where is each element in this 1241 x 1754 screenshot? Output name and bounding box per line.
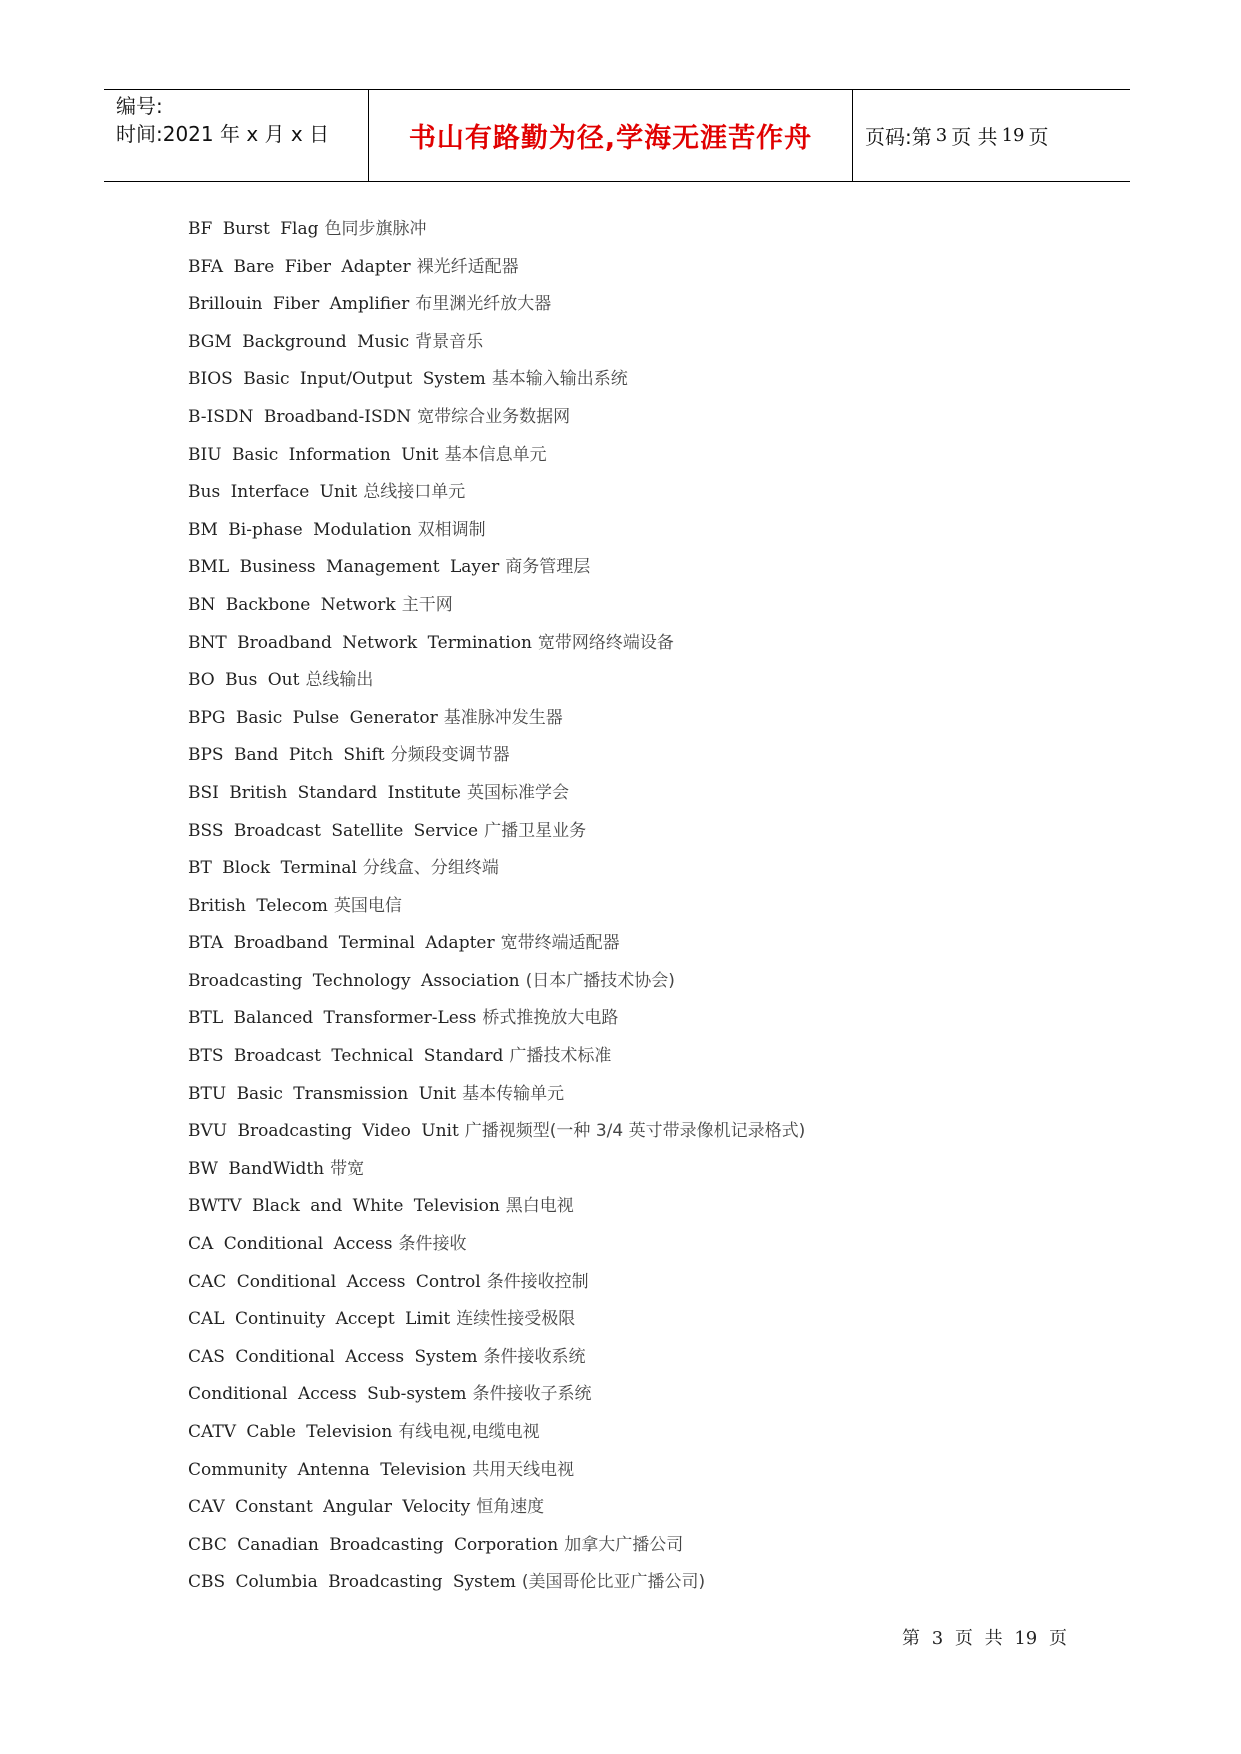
page-current: 3: [935, 125, 948, 146]
page-footer: 第 3 页 共 19 页: [902, 1628, 1067, 1649]
entry-translation: 条件接收: [398, 1234, 467, 1255]
glossary-entry: [188, 1456, 1088, 1494]
header-motto: [368, 90, 853, 181]
glossary-entry: [188, 704, 1088, 742]
glossary-entry: [188, 215, 1088, 253]
page-total: 19: [1001, 125, 1025, 146]
entry-term: BN Backbone Network: [188, 594, 396, 615]
entry-term: Bus Interface Unit: [188, 482, 358, 503]
header-page-number: [853, 90, 1130, 181]
document-date: 时间:2021 年 x 月 x 日: [116, 122, 330, 146]
glossary-entry: [188, 929, 1088, 967]
header-meta: [104, 90, 368, 181]
entry-term: BM Bi-phase Modulation: [188, 519, 412, 540]
glossary-entry: [188, 441, 1088, 479]
entry-translation: 条件接收控制: [486, 1271, 589, 1292]
glossary-entry: [188, 253, 1088, 291]
entry-translation: 宽带网络终端设备: [537, 632, 674, 653]
glossary-entry: [188, 328, 1088, 366]
glossary-entry: [188, 892, 1088, 930]
entry-translation: 基本信息单元: [444, 444, 547, 465]
entry-translation: 恒角速度: [476, 1497, 545, 1518]
entry-translation: 广播技术标准: [509, 1046, 612, 1067]
entry-term: BO Bus Out: [188, 670, 300, 691]
entry-translation: 宽带综合业务数据网: [417, 406, 571, 427]
entry-translation: 主干网: [401, 594, 453, 615]
entry-translation: 裸光纤适配器: [416, 256, 519, 277]
entry-translation: 带宽: [330, 1158, 365, 1179]
entry-translation: 英国标准学会: [466, 782, 569, 803]
entry-translation: 共用天线电视: [472, 1459, 575, 1480]
glossary-entry: [188, 1004, 1088, 1042]
motto-text: 书山有路勤为径,学海无涯苦作舟: [408, 123, 813, 154]
glossary-entry: [188, 1418, 1088, 1456]
entry-translation: 分线盒、分组终端: [362, 858, 499, 879]
entry-term: BFA Bare Fiber Adapter: [188, 256, 411, 277]
glossary-entry: [188, 967, 1088, 1005]
entry-translation: 广播卫星业务: [484, 820, 587, 841]
entry-translation: 色同步旗脉冲: [324, 219, 427, 239]
glossary-entry: [188, 741, 1088, 779]
glossary-entry: [188, 1192, 1088, 1230]
entry-term: CBS Columbia Broadcasting System: [188, 1572, 516, 1593]
glossary-entry: [188, 1155, 1088, 1193]
glossary-entry: [188, 1268, 1088, 1306]
entry-term: BIOS Basic Input/Output System: [188, 369, 486, 390]
entry-translation: 分频段变调节器: [390, 745, 510, 766]
entry-term: BF Burst Flag: [188, 219, 319, 239]
glossary-entry: [188, 1080, 1088, 1118]
entry-translation: 条件接收子系统: [472, 1384, 592, 1405]
entry-translation: (日本广播技术协会): [525, 970, 675, 991]
page-mid: 页 共: [951, 125, 998, 149]
glossary-entry: [188, 1305, 1088, 1343]
entry-term: BVU Broadcasting Video Unit: [188, 1121, 459, 1142]
entry-translation: 桥式推挽放大电路: [482, 1008, 619, 1029]
glossary-list: [188, 215, 1088, 1606]
entry-translation: 广播视频型(一种 3/4 英寸带录像机记录格式): [464, 1121, 806, 1142]
page-prefix: 页码:第: [865, 125, 932, 149]
glossary-entry: [188, 1380, 1088, 1418]
entry-translation: 黑白电视: [505, 1196, 574, 1217]
entry-translation: 布里渊光纤放大器: [415, 294, 552, 315]
glossary-entry: [188, 1343, 1088, 1381]
glossary-entry: [188, 1117, 1088, 1155]
entry-term: BSI British Standard Institute: [188, 782, 461, 803]
glossary-entry: [188, 553, 1088, 591]
entry-term: BNT Broadband Network Termination: [188, 632, 532, 653]
glossary-entry: [188, 1568, 1088, 1606]
glossary-entry: [188, 1493, 1088, 1531]
glossary-entry: [188, 666, 1088, 704]
entry-translation: 总线接口单元: [363, 482, 466, 503]
entry-translation: 双相调制: [417, 519, 486, 540]
glossary-entry: [188, 478, 1088, 516]
page-suffix: 页: [1028, 125, 1049, 149]
glossary-entry: [188, 365, 1088, 403]
glossary-entry: [188, 1042, 1088, 1080]
entry-translation: 条件接收系统: [483, 1346, 586, 1367]
entry-term: BTL Balanced Transformer-Less: [188, 1008, 477, 1029]
entry-term: Brillouin Fiber Amplifier: [188, 294, 410, 315]
glossary-entry: [188, 817, 1088, 855]
entry-translation: 英国电信: [333, 895, 402, 916]
entry-term: CATV Cable Television: [188, 1422, 393, 1442]
entry-translation: 基本传输单元: [462, 1083, 565, 1104]
entry-translation: 基准脉冲发生器: [443, 707, 563, 728]
entry-translation: 商务管理层: [505, 557, 591, 578]
entry-term: BTS Broadcast Technical Standard: [188, 1046, 504, 1067]
entry-translation: 宽带终端适配器: [500, 933, 620, 954]
entry-translation: 背景音乐: [415, 331, 484, 352]
glossary-entry: [188, 1531, 1088, 1569]
glossary-entry: [188, 516, 1088, 554]
entry-term: Community Antenna Television: [188, 1459, 467, 1480]
entry-translation: 基本输入输出系统: [491, 369, 628, 390]
entry-term: Broadcasting Technology Association: [188, 970, 520, 991]
entry-term: Conditional Access Sub-system: [188, 1384, 467, 1405]
entry-term: CAV Constant Angular Velocity: [188, 1497, 471, 1518]
glossary-entry: [188, 591, 1088, 629]
entry-term: CAC Conditional Access Control: [188, 1271, 481, 1292]
entry-term: BPG Basic Pulse Generator: [188, 707, 438, 728]
entry-term: BTA Broadband Terminal Adapter: [188, 933, 495, 954]
entry-translation: 连续性接受极限: [456, 1309, 576, 1330]
entry-term: BGM Background Music: [188, 331, 410, 352]
entry-term: BSS Broadcast Satellite Service: [188, 820, 479, 841]
entry-translation: 总线输出: [305, 670, 374, 691]
entry-translation: (美国哥伦比亚广播公司): [521, 1572, 706, 1593]
glossary-entry: [188, 403, 1088, 441]
glossary-entry: [188, 629, 1088, 667]
entry-term: CAS Conditional Access System: [188, 1346, 478, 1367]
glossary-entry: [188, 779, 1088, 817]
glossary-entry: [188, 1230, 1088, 1268]
entry-term: BTU Basic Transmission Unit: [188, 1083, 457, 1104]
entry-term: CA Conditional Access: [188, 1234, 393, 1255]
glossary-entry: [188, 290, 1088, 328]
entry-term: BML Business Management Layer: [188, 557, 500, 578]
entry-translation: 加拿大广播公司: [564, 1534, 684, 1555]
entry-translation: 有线电视,电缆电视: [398, 1422, 540, 1442]
entry-term: BPS Band Pitch Shift: [188, 745, 385, 766]
glossary-entry: [188, 854, 1088, 892]
entry-term: CBC Canadian Broadcasting Corporation: [188, 1534, 559, 1555]
entry-term: BW BandWidth: [188, 1158, 325, 1179]
entry-term: B-ISDN Broadband-ISDN: [188, 406, 412, 427]
entry-term: British Telecom: [188, 895, 328, 916]
page-header: [104, 89, 1130, 182]
entry-term: BT Block Terminal: [188, 858, 357, 879]
document-number-label: 编号:: [116, 94, 163, 118]
entry-term: BIU Basic Information Unit: [188, 444, 439, 465]
entry-term: CAL Continuity Accept Limit: [188, 1309, 451, 1330]
entry-term: BWTV Black and White Television: [188, 1196, 500, 1217]
